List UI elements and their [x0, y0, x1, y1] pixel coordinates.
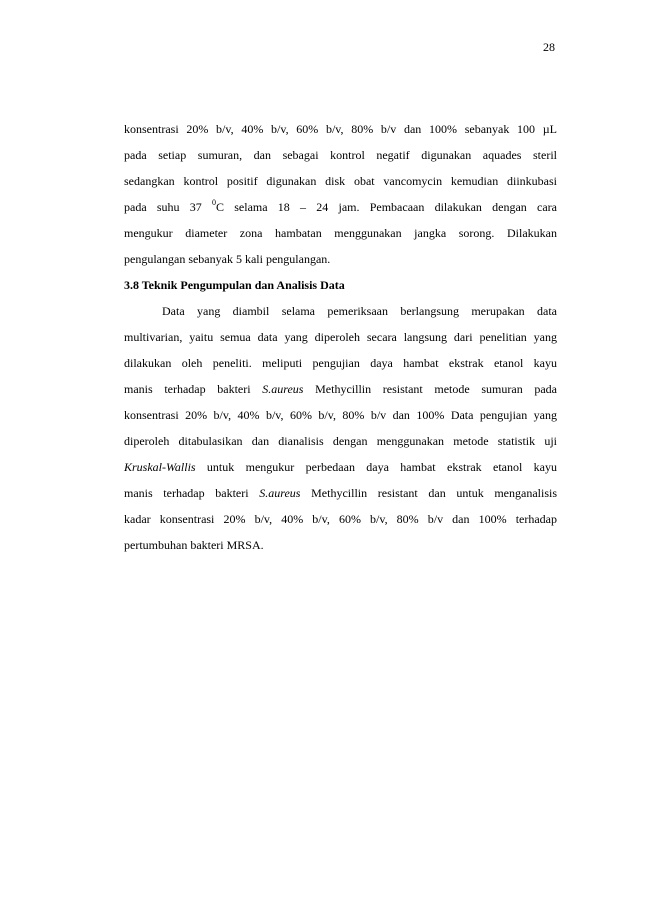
- text-span: Methycillin resistant dan untuk menganalisis: [300, 486, 557, 500]
- text-line: multivarian, yaitu semua data yang diperoleh secara langsung dari penelitian yang: [124, 330, 557, 344]
- italic-test-name: Kruskal-Wallis: [124, 460, 196, 474]
- text-span: C selama 18 – 24 jam. Pembacaan dilakukan dengan cara: [216, 200, 557, 214]
- text-line: kadar konsentrasi 20% b/v, 40% b/v, 60% b/v, 80% b/v dan 100% terhadap: [124, 512, 557, 526]
- text-line: sedangkan kontrol positif digunakan disk obat vancomycin kemudian diinkubasi: [124, 174, 557, 188]
- text-line: pertumbuhan bakteri MRSA.: [124, 538, 264, 552]
- superscript-degree: 0: [212, 198, 217, 207]
- italic-species-name: S.aureus: [262, 382, 304, 396]
- text-line: pada setiap sumuran, dan sebagai kontrol negatif digunakan aquades steril: [124, 148, 557, 162]
- text-line: konsentrasi 20% b/v, 40% b/v, 60% b/v, 80% b/v dan 100% sebanyak 100 µL: [124, 122, 557, 136]
- text-line: [124, 194, 557, 220]
- text-line: [124, 454, 557, 480]
- text-span: Methycillin resistant metode sumuran pada: [303, 382, 557, 396]
- paragraph-2: [124, 298, 557, 558]
- text-line: pengulangan sebanyak 5 kali pengulangan.: [124, 252, 331, 266]
- text-span: manis terhadap bakteri: [124, 382, 263, 396]
- italic-species-name: S.aureus: [259, 486, 301, 500]
- section-heading: 3.8 Teknik Pengumpulan dan Analisis Data: [124, 278, 345, 292]
- text-line: [124, 480, 557, 506]
- text-span: pada suhu 37: [124, 200, 213, 214]
- text-line: Data yang diambil selama pemeriksaan berlangsung merupakan data: [162, 304, 557, 318]
- page-number: 28: [543, 40, 555, 54]
- text-span: manis terhadap bakteri: [124, 486, 260, 500]
- text-span: untuk mengukur perbedaan daya hambat ekstrak etanol kayu: [195, 460, 557, 474]
- text-line: [124, 376, 557, 402]
- paragraph-1: [124, 116, 557, 272]
- text-line: dilakukan oleh peneliti. meliputi pengujian daya hambat ekstrak etanol kayu: [124, 356, 557, 370]
- text-line: diperoleh ditabulasikan dan dianalisis dengan menggunakan metode statistik uji: [124, 434, 557, 448]
- text-line: konsentrasi 20% b/v, 40% b/v, 60% b/v, 80% b/v dan 100% Data pengujian yang: [124, 408, 557, 422]
- body-text: [124, 116, 557, 558]
- text-line: mengukur diameter zona hambatan menggunakan jangka sorong. Dilakukan: [124, 226, 557, 240]
